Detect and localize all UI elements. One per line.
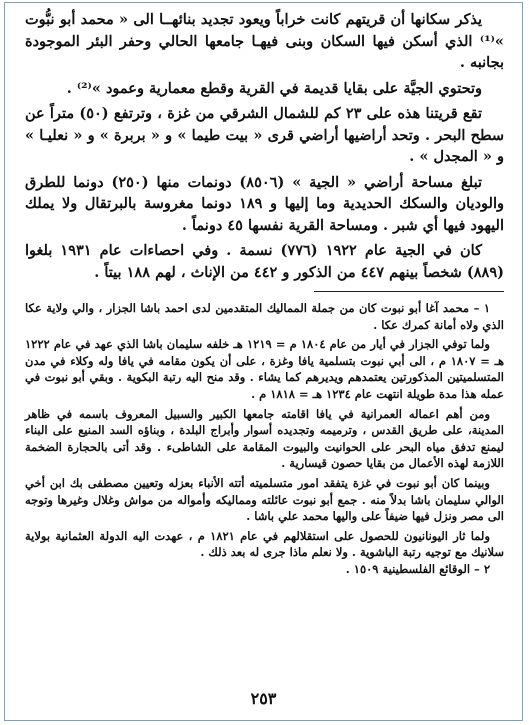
footnote-paragraph: ولما ثار اليونانيون للحصول على استقلالهم في عام ١٨٢١ م ، عهدت اليه الدولة العثمانية بولاية سلانيك مع توجيه رتبة الباشوية . ولا نعلم ماذا جرى له بعد ذلك . <box>25 528 504 560</box>
footnote-paragraph: وبينما كان أبو نبوت في غزة يتفقد امور متسلميته أتته الأنباء بعزله وتعيين مصطفى بك ابن أخي الوالي سليمان باشا بدلاً منه . جمع أبو نبوت عائلته ومماليكه وأمواله من مواش وغلال وغيرها وتوجه الى مصر ونزل فيها ضيفاً على واليها محمد علي باشا . <box>25 475 504 524</box>
footnote-separator <box>314 291 504 292</box>
page-frame <box>4 2 523 721</box>
main-paragraph: وتحتوي الجيَّة على بقايا قديمة في القرية وقطع معمارية وعمود »⁽²⁾ . <box>66 79 482 97</box>
footnotes <box>25 300 504 578</box>
footnote-paragraph: ولما توفي الجزار في أيار من عام ١٨٠٤ م = ١٢١٩ هـ خلفه سليمان باشا الذي عهد في عام ١٢٢٢ هـ = ١٨٠٧ م ، الى أبي نبوت بتسلمية يافا وغزة ، على أن يكون مقامه في يافا وله وكلاء في مدن المتسلميتين المذكورتين يعتمدهم ويديرهم كما يشاء . وقد منح اليه رتبة البكوية . وبقي أبو نبوت في عمله هذا مدة طويلة انتهت عام ١٢٣٤ هـ = ١٨١٨ م . <box>25 337 505 401</box>
main-paragraph: يذكر سكانها أن قريتهم كانت خراباً ويعود تجديد بنائهــا الى « محمد أبو نبُّوت »⁽¹⁾ الذي أسكن فيها السكان وبنى فيهـا جامعها الحالي وحفر البئر الموجودة بجانبه . <box>25 11 504 71</box>
footnote-paragraph: ومن أهم اعماله العمرانية في يافا اقامته جامعها الكبير والسبيل المعروف باسمه في ظاهر المدينة، على طريق القدس ، وترميمه وتجديده أسوار وأبراج البلدة ، وبناؤه السد المنيع على البناء ليمنع تدفق مياه البحر على الحوانيت والبيوت المقامة على الشاطىء . وقد أتى بالحجارة الضخمة اللازمة لهذه الأعمال من بقايا حصون قيسارية . <box>25 406 504 471</box>
document-page <box>25 9 504 578</box>
main-paragraph: تبلغ مساحة أراضي « الجية » (٨٥٠٦) دونمات منها (٢٥٠) دونما للطرق والوديان والسكك الحديدية وما إليها و ١٨٩ دونما مغروسة بالبرتقال ولا يملك اليهود فيها أي شبر . ومساحة القرية نفسها ٤٥ دونماً . <box>25 173 504 234</box>
footnote-paragraph: ١ – محمد آغا أبو نبوت كان من جملة المماليك المتقدمين لدى احمد باشا الجزار ، والي ولاية عكا الذي ولاه أمانة كمرك عكا . <box>25 301 504 332</box>
main-paragraph: كان في الجية عام ١٩٢٢ (٧٧٦) نسمة . وفي احصاءات عام ١٩٣١ بلغوا (٨٨٩) شخصاً بينهم ٤٤٧ من الذكور و ٤٤٢ من الإناث ، لهم ١٨٨ بيتاً . <box>25 242 504 281</box>
page-number: ٢٥٣ <box>250 689 277 708</box>
footnote-paragraph: ٢ – الوقائع الفلسطينية ١٥٠٩ . <box>345 561 490 576</box>
main-text <box>25 9 504 283</box>
main-paragraph: تقع قريتنا هذه على ٢٣ كم للشمال الشرقي من غزة ، وترتفع (٥٠) متراً عن سطح البحر . وتحد أراضيها أراضي قرى « بيت طيما » و « بربرة » و « نعليـا » و « المجدل » . <box>25 105 504 165</box>
